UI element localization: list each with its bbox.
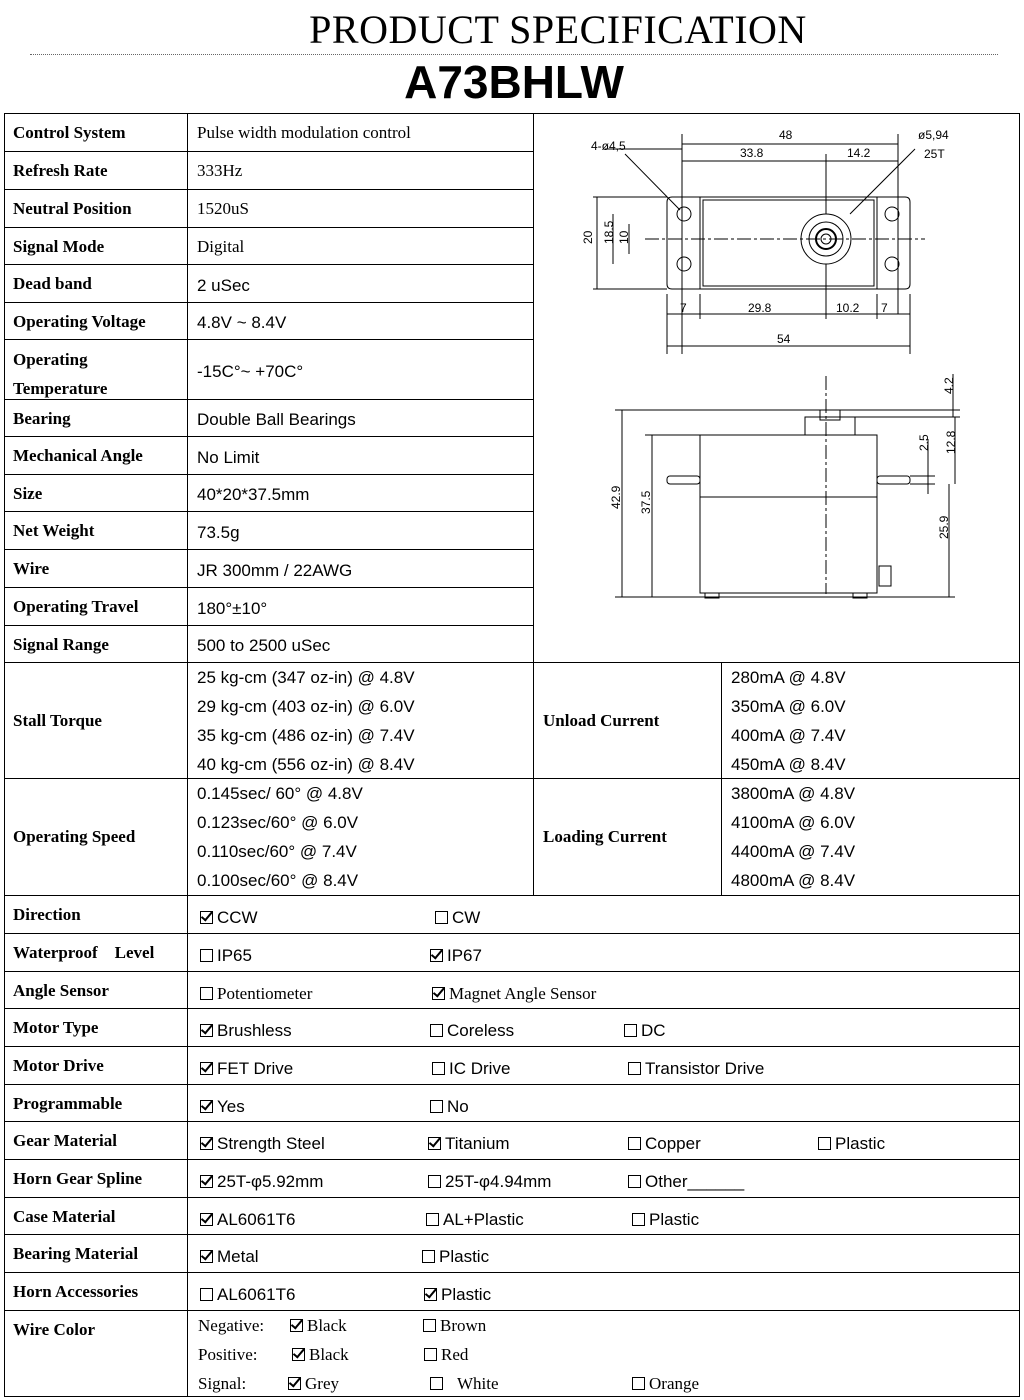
unchecked-box-icon [428, 1175, 441, 1188]
dim-spline: ø5,94 [918, 128, 949, 142]
option-case-material-al-plastic[interactable] [426, 1210, 524, 1230]
stall-torque-label-text: Stall Torque [13, 710, 102, 730]
option-motor-drive-ic-drive[interactable] [432, 1059, 510, 1079]
loading-current-value-3: 4800mA @ 8.4V [731, 871, 856, 890]
wire-row-name-text: Negative: [198, 1316, 265, 1335]
option-angle-sensor-potentiometer[interactable] [200, 984, 312, 1004]
option-text: 25T-φ5.92mm [217, 1172, 324, 1191]
spec-label-operating-voltage [4, 303, 188, 340]
option-values-direction [188, 896, 1020, 934]
servo-dimension-drawing [535, 114, 1019, 662]
spec-value-text: No Limit [197, 447, 260, 467]
option-label-gear-material [4, 1122, 188, 1160]
unload-current-value-2: 400mA @ 7.4V [731, 725, 846, 745]
spec-label-line1: Operating [13, 350, 88, 369]
spec-value-text: 2 uSec [197, 275, 250, 295]
wire-choice-text: Black [307, 1316, 347, 1335]
option-text: Metal [217, 1247, 259, 1266]
option-label-waterproof-level [4, 934, 188, 972]
checked-box-icon [200, 1100, 213, 1113]
option-horn-accessories-plastic[interactable] [424, 1285, 491, 1305]
unchecked-box-icon [632, 1377, 645, 1390]
dim-4-2: 4.2 [942, 377, 956, 394]
option-values-case-material [188, 1198, 1020, 1235]
option-label-programmable [4, 1085, 188, 1122]
option-text: Transistor Drive [645, 1059, 765, 1078]
unchecked-box-icon [200, 987, 213, 1000]
dim-25-9: 25.9 [937, 515, 951, 539]
dim-7b: 7 [881, 301, 888, 315]
option-text: IP65 [217, 946, 252, 965]
option-text: FET Drive [217, 1059, 294, 1078]
spec-label-text: Control System [13, 123, 126, 142]
wire-signal-orange[interactable] [632, 1374, 699, 1394]
option-motor-drive-transistor-drive[interactable] [628, 1059, 764, 1079]
spec-value-text: 333Hz [197, 161, 243, 180]
dim-20: 20 [581, 230, 595, 244]
spec-label-text: Mechanical Angle [13, 446, 143, 465]
document-title: PRODUCT SPECIFICATION [309, 7, 807, 52]
loading-current-label [534, 779, 722, 896]
option-text: Plastic [439, 1247, 490, 1266]
spec-label-mechanical-angle [4, 437, 188, 475]
option-gear-material-strength-steel[interactable] [200, 1134, 325, 1154]
option-motor-type-coreless[interactable] [430, 1021, 514, 1041]
wire-choice-text: Brown [440, 1316, 487, 1335]
option-text: IP67 [447, 946, 482, 965]
option-text: No [447, 1097, 469, 1116]
wire-choice-text: Orange [649, 1374, 700, 1393]
unchecked-box-icon [200, 949, 213, 962]
option-motor-drive-fet-drive[interactable] [200, 1059, 293, 1079]
spec-value-operating-voltage [188, 303, 534, 340]
checked-box-icon [200, 1024, 213, 1037]
option-text: Strength Steel [217, 1134, 325, 1153]
dim-42-9: 42.9 [609, 485, 623, 509]
stall-torque-values [188, 663, 534, 779]
spec-value-text: Digital [197, 237, 245, 256]
spec-label-line2: Temperature [13, 379, 108, 398]
spec-value-signal-mode [188, 228, 534, 265]
option-text: Copper [645, 1134, 701, 1153]
option-gear-material-titanium[interactable] [428, 1134, 510, 1154]
option-label-horn-accessories [4, 1273, 188, 1311]
option-label-text: Angle Sensor [13, 981, 109, 1000]
option-bearing-material-plastic[interactable] [422, 1247, 489, 1267]
checked-box-icon [200, 1250, 213, 1263]
spec-label-text: Size [13, 484, 43, 503]
option-text: Plastic [649, 1210, 700, 1229]
option-bearing-material-metal[interactable] [200, 1247, 259, 1267]
wire-color-label [4, 1311, 188, 1397]
dim-teeth: 25T [924, 147, 945, 161]
option-waterproof-level-ip67[interactable] [430, 946, 482, 966]
checked-box-icon [200, 1137, 213, 1150]
option-text: AL6061T6 [217, 1285, 296, 1304]
spec-label-dead-band [4, 265, 188, 303]
option-label-text: Direction [13, 905, 81, 924]
option-text: Other______ [645, 1172, 745, 1191]
spec-label-wire [4, 550, 188, 588]
checked-box-icon [292, 1348, 305, 1361]
option-label-text: Motor Drive [13, 1056, 104, 1075]
option-label-text: Case Material [13, 1207, 116, 1226]
stall-torque-value-0: 25 kg-cm (347 oz-in) @ 4.8V [197, 667, 415, 687]
option-text: Magnet Angle Sensor [449, 984, 597, 1003]
spec-label-text: Neutral Position [13, 199, 132, 218]
option-label-case-material [4, 1198, 188, 1235]
wire-row-name-positive [198, 1345, 258, 1365]
option-values-bearing-material [188, 1235, 1020, 1273]
option-values-angle-sensor [188, 972, 1020, 1009]
checked-box-icon [432, 987, 445, 1000]
spec-value-size [188, 475, 534, 512]
wire-negative-black[interactable] [290, 1316, 347, 1336]
dim-hole: 4-ø4,5 [591, 139, 626, 153]
spec-value-operating-travel [188, 588, 534, 626]
option-values-horn-accessories [188, 1273, 1020, 1311]
unchecked-box-icon [423, 1319, 436, 1332]
checked-box-icon [200, 911, 213, 924]
dim-33-8: 33.8 [740, 146, 764, 160]
option-label-angle-sensor [4, 972, 188, 1009]
unchecked-box-icon [430, 1100, 443, 1113]
wire-positive-black[interactable] [292, 1345, 349, 1365]
wire-signal-grey[interactable] [288, 1374, 339, 1394]
spec-label-signal-mode [4, 228, 188, 265]
spec-value-signal-range [188, 626, 534, 663]
unload-current-label [534, 663, 722, 779]
left-mount-tab [667, 197, 700, 289]
option-text: Brushless [217, 1021, 292, 1040]
option-horn-gear-spline-25t-4-94mm[interactable] [428, 1172, 551, 1192]
spec-value-mechanical-angle [188, 437, 534, 475]
spec-value-text: 40*20*37.5mm [197, 485, 310, 504]
option-text: Titanium [445, 1134, 510, 1153]
unload-current-value-1: 350mA @ 6.0V [731, 696, 846, 716]
option-label-horn-gear-spline [4, 1160, 188, 1198]
wire-positive-red[interactable] [424, 1345, 468, 1365]
option-text: AL+Plastic [443, 1210, 524, 1229]
spec-value-net-weight [188, 512, 534, 550]
option-values-programmable [188, 1085, 1020, 1122]
option-motor-type-dc[interactable] [624, 1021, 666, 1041]
option-text: Coreless [447, 1021, 515, 1040]
spec-label-text: Operating Travel [13, 597, 139, 616]
dim-18-5: 18.5 [602, 220, 616, 244]
option-motor-type-brushless[interactable] [200, 1021, 292, 1041]
option-label-text: Waterproof Level [13, 943, 155, 962]
option-label-motor-drive [4, 1047, 188, 1085]
unload-current-values [722, 663, 1020, 779]
option-direction-ccw[interactable] [200, 908, 258, 928]
operating-speed-values [188, 779, 534, 896]
spec-label-bearing [4, 400, 188, 437]
wire-choice-text: Black [309, 1345, 349, 1364]
spec-label-text: Wire [13, 559, 50, 578]
option-gear-material-copper[interactable] [628, 1134, 701, 1154]
spec-label-refresh-rate [4, 152, 188, 190]
stall-torque-value-1: 29 kg-cm (403 oz-in) @ 6.0V [197, 696, 415, 716]
dim-48: 48 [779, 128, 793, 142]
checked-box-icon [430, 949, 443, 962]
spec-label-text: Operating Voltage [13, 312, 146, 331]
option-label-direction [4, 896, 188, 934]
option-text: DC [641, 1021, 666, 1040]
unchecked-box-icon [200, 1288, 213, 1301]
spec-label-operating-travel [4, 588, 188, 626]
dim-2-5: 2.5 [917, 434, 931, 451]
option-text: Plastic [441, 1285, 492, 1304]
option-label-text: Programmable [13, 1094, 123, 1113]
wire-choice-text: Red [441, 1345, 469, 1364]
option-label-text: Motor Type [13, 1018, 99, 1037]
option-text: Potentiometer [217, 984, 313, 1003]
spec-label-neutral-position [4, 190, 188, 228]
option-label-text: Horn Accessories [13, 1282, 139, 1301]
checked-box-icon [424, 1288, 437, 1301]
spec-value-text: Double Ball Bearings [197, 410, 356, 429]
option-gear-material-plastic[interactable] [818, 1134, 885, 1154]
dim-10-2: 10.2 [836, 301, 860, 315]
option-label-text: Bearing Material [13, 1244, 139, 1263]
wire-choice-text: Grey [305, 1374, 339, 1393]
checked-box-icon [428, 1137, 441, 1150]
checked-box-icon [290, 1319, 303, 1332]
stall-torque-value-2: 35 kg-cm (486 oz-in) @ 7.4V [197, 725, 415, 745]
model-number: A73BHLW [404, 56, 624, 108]
unload-current-value-0: 280mA @ 4.8V [731, 667, 846, 687]
spec-value-refresh-rate [188, 152, 534, 190]
option-text: Plastic [835, 1134, 886, 1153]
unchecked-box-icon [432, 1062, 445, 1075]
spec-value-wire [188, 550, 534, 588]
dim-12-8: 12.8 [944, 430, 958, 454]
option-values-motor-type [188, 1009, 1020, 1047]
unchecked-box-icon [818, 1137, 831, 1150]
spec-value-text: 180°±10° [197, 598, 268, 618]
wire-color-label-text: Wire Color [13, 1320, 95, 1339]
option-horn-gear-spline-other[interactable] [628, 1172, 744, 1192]
loading-current-value-0: 3800mA @ 4.8V [731, 784, 856, 803]
spec-label-text: Signal Mode [13, 237, 105, 256]
option-label-text: Gear Material [13, 1131, 118, 1150]
dim-54: 54 [777, 332, 791, 346]
spec-value-text: -15C°~ +70C° [197, 361, 304, 381]
spec-label-signal-range [4, 626, 188, 663]
wire-signal-white[interactable] [430, 1374, 499, 1394]
operating-speed-value-2: 0.110sec/60° @ 7.4V [197, 842, 357, 861]
option-values-motor-drive [188, 1047, 1020, 1085]
wire-row-name-text: Positive: [198, 1345, 258, 1364]
loading-current-value-1: 4100mA @ 6.0V [731, 813, 856, 832]
unload-current-value-3: 450mA @ 8.4V [731, 754, 846, 774]
option-label-text: Horn Gear Spline [13, 1169, 143, 1188]
side-spline [820, 410, 840, 420]
option-direction-cw[interactable] [435, 908, 480, 928]
stall-torque-value-3: 40 kg-cm (556 oz-in) @ 8.4V [197, 754, 415, 774]
option-horn-accessories-al6061t6[interactable] [200, 1285, 295, 1305]
unchecked-box-icon [426, 1213, 439, 1226]
option-programmable-no[interactable] [430, 1097, 469, 1117]
unchecked-box-icon [430, 1377, 443, 1390]
option-text: CCW [217, 908, 258, 927]
spec-label-text: Net Weight [13, 521, 95, 540]
unchecked-box-icon [430, 1024, 443, 1037]
spec-label-control-system [4, 114, 188, 152]
dim-37-5: 37.5 [639, 490, 653, 514]
right-mount-tab [877, 197, 910, 289]
wire-negative-brown[interactable] [423, 1316, 486, 1336]
option-values-waterproof-level [188, 934, 1020, 972]
option-label-motor-type [4, 1009, 188, 1047]
wire-row-name-text: Signal: [198, 1374, 247, 1393]
dim-14-2: 14.2 [847, 146, 871, 160]
checked-box-icon [288, 1377, 301, 1390]
operating-speed-value-0: 0.145sec/ 60° @ 4.8V [197, 784, 363, 803]
side-view-body [700, 435, 877, 593]
option-waterproof-level-ip65[interactable] [200, 946, 252, 966]
option-programmable-yes[interactable] [200, 1097, 245, 1117]
wire-row-name-signal [198, 1374, 246, 1394]
checked-box-icon [200, 1213, 213, 1226]
spec-label-text: Bearing [13, 409, 71, 428]
unchecked-box-icon [435, 911, 448, 924]
dim-10: 10 [617, 230, 631, 244]
spec-value-bearing [188, 400, 534, 437]
operating-speed-label [4, 779, 188, 896]
unchecked-box-icon [632, 1213, 645, 1226]
spec-label-size [4, 475, 188, 512]
operating-speed-label-text: Operating Speed [13, 827, 136, 846]
spec-value-text: 500 to 2500 uSec [197, 636, 331, 655]
dim-7a: 7 [680, 301, 687, 315]
stall-torque-label [4, 663, 188, 779]
spec-value-text: 73.5g [197, 522, 240, 542]
unchecked-box-icon [628, 1137, 641, 1150]
loading-current-value-2: 4400mA @ 7.4V [731, 842, 856, 861]
loading-current-label-text: Loading Current [543, 827, 667, 846]
wire-choice-text: White [457, 1374, 499, 1393]
spec-value-text: 1520uS [197, 199, 249, 218]
spec-value-control-system [188, 114, 534, 152]
unchecked-box-icon [628, 1062, 641, 1075]
option-text: 25T-φ4.94mm [445, 1172, 552, 1191]
checked-box-icon [200, 1175, 213, 1188]
option-case-material-al6061t6[interactable] [200, 1210, 295, 1230]
option-horn-gear-spline-25t-5-92mm[interactable] [200, 1172, 323, 1192]
unchecked-box-icon [624, 1024, 637, 1037]
loading-current-values [722, 779, 1020, 896]
wire-row-name-negative [198, 1316, 264, 1336]
spec-label-net-weight [4, 512, 188, 550]
spec-value-text: 4.8V ~ 8.4V [197, 313, 287, 332]
option-text: AL6061T6 [217, 1210, 296, 1229]
spec-value-neutral-position [188, 190, 534, 228]
option-case-material-plastic[interactable] [632, 1210, 699, 1230]
operating-speed-value-1: 0.123sec/60° @ 6.0V [197, 813, 359, 832]
unchecked-box-icon [424, 1348, 437, 1361]
spec-label-text: Refresh Rate [13, 161, 108, 180]
option-text: Yes [217, 1097, 245, 1116]
option-angle-sensor-magnet-angle-sensor[interactable] [432, 984, 596, 1004]
option-text: IC Drive [449, 1059, 511, 1078]
spec-label-operatingtemperature [4, 340, 188, 400]
spec-value-operatingtemperature [188, 340, 534, 400]
spec-label-text: Dead band [13, 274, 92, 293]
checked-box-icon [200, 1062, 213, 1075]
spec-value-text: Pulse width modulation control [197, 123, 411, 142]
unchecked-box-icon [422, 1250, 435, 1263]
option-label-bearing-material [4, 1235, 188, 1273]
unchecked-box-icon [628, 1175, 641, 1188]
unload-current-label-text: Unload Current [543, 710, 660, 730]
operating-speed-value-3: 0.100sec/60° @ 8.4V [197, 871, 359, 890]
spec-value-dead-band [188, 265, 534, 303]
spec-label-text: Signal Range [13, 635, 109, 654]
option-text: CW [452, 908, 481, 927]
dim-29-8: 29.8 [748, 301, 772, 315]
spec-value-text: JR 300mm / 22AWG [197, 560, 353, 580]
